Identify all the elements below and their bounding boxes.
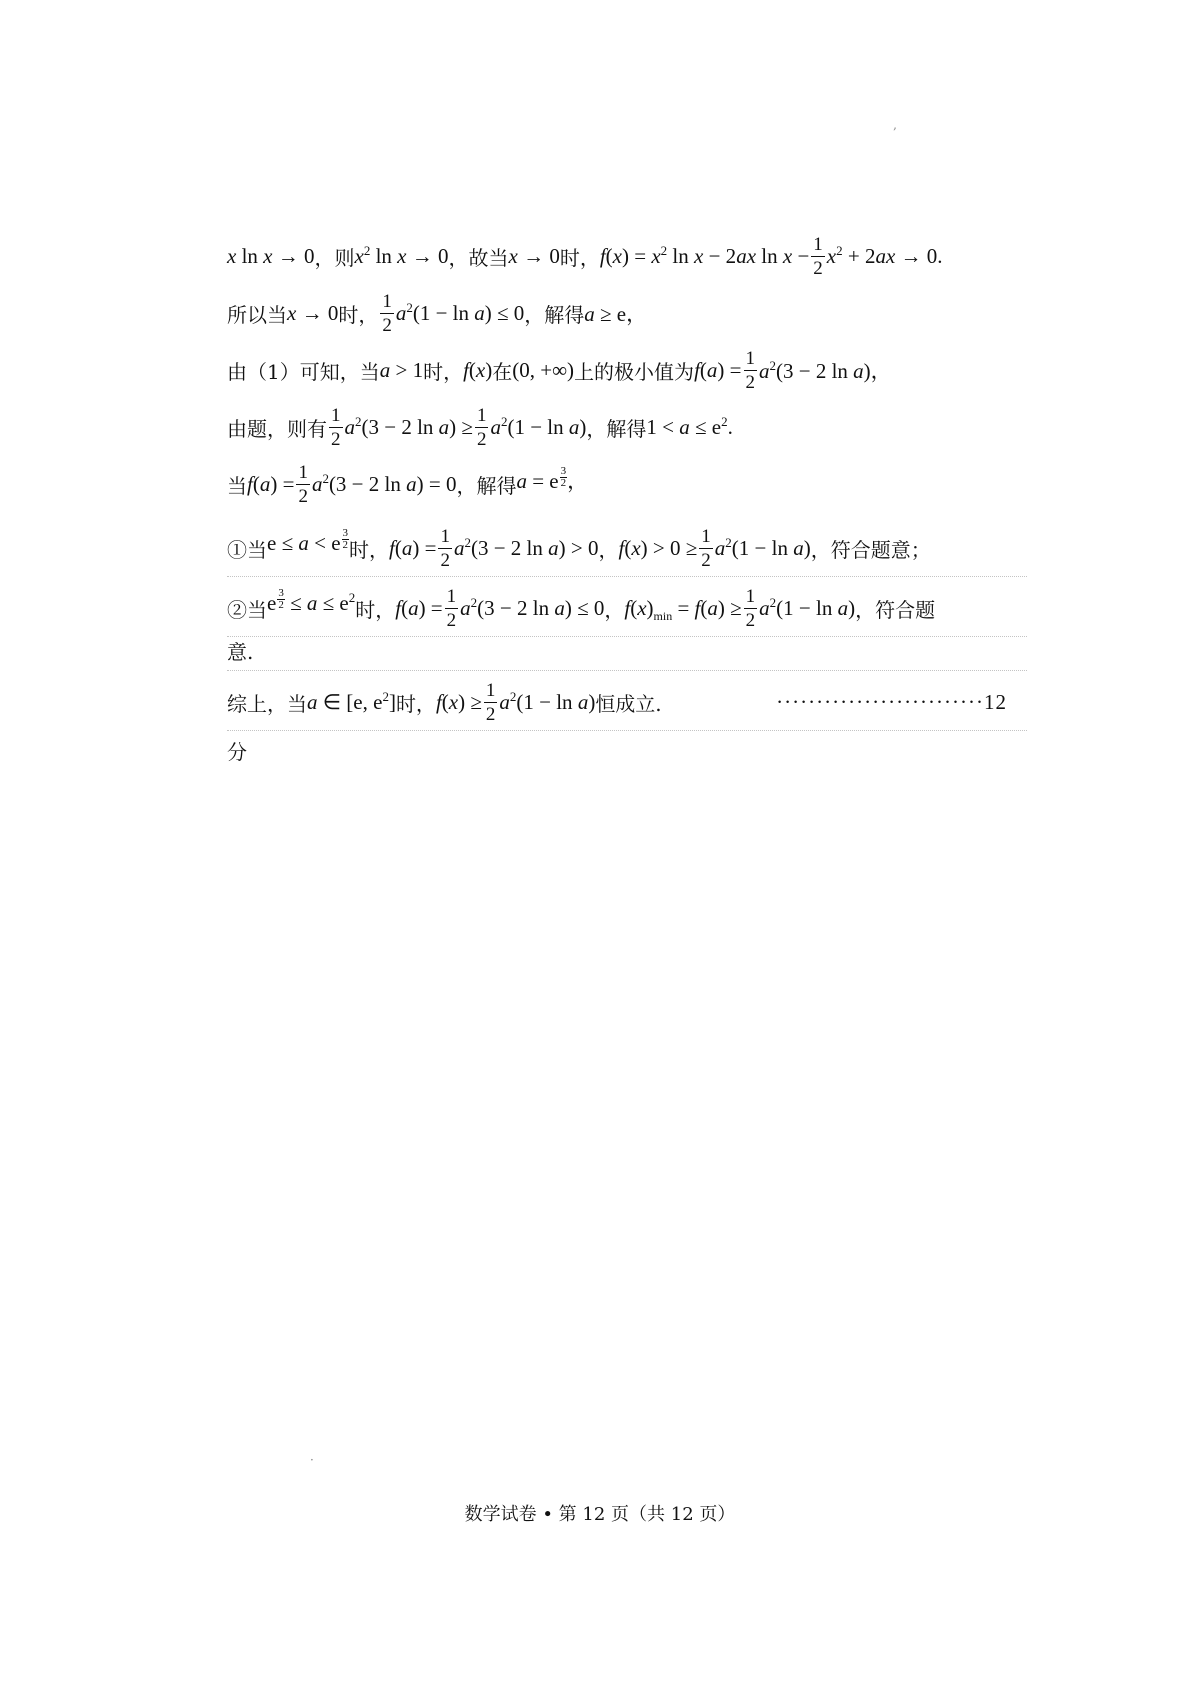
text-segment: ， [598, 537, 619, 562]
solution-line-3: 由（1）可知，当 a > 1 时， f(x) 在 (0, +∞) 上的极小值为 f(a) = $\frac{1}{2}$ $a^2(3 - 2$ ln a)， [227, 347, 892, 393]
text-segment: ，符合题 [855, 597, 936, 622]
text-segment: ，故当 [448, 245, 509, 270]
text-segment: 所以当 [227, 302, 287, 327]
scan-speck: · [310, 1453, 314, 1467]
text-segment: ，解得 [586, 416, 647, 441]
text-segment: 时， [559, 245, 600, 270]
page-footer: 数学试卷 • 第 12 页（共 12 页） [464, 1504, 736, 1525]
text-segment: ，符合题意； [810, 537, 931, 562]
text-segment: ， [604, 597, 625, 622]
text-segment: 分 [227, 739, 247, 764]
text-segment: 由（1）可知，当 [227, 359, 380, 384]
solution-line-8 [227, 630, 1027, 671]
text-segment: ，解得 [456, 473, 517, 498]
text-segment: 时， [355, 597, 396, 622]
text-segment: 时， [395, 691, 436, 716]
text-segment: ，则 [314, 245, 355, 270]
solution-line-4: 由题，则有 $\frac{1}{2}$ $a^2(3 - 2$ ln a) ≥ $\frac{1}{2}$ $a^2(1 - \ln a)$ ，解得 $1 < a \le e^2$. [227, 404, 733, 450]
text-segment: 意. [227, 639, 254, 664]
text-segment: 在 [492, 359, 513, 384]
text-segment: 由题，则有 [227, 416, 327, 441]
text-segment: 时， [349, 537, 390, 562]
score-leader: ··························12 [776, 689, 1007, 714]
text-segment: ，解得 [524, 302, 585, 327]
scan-speck: ‚ [893, 118, 897, 132]
solution-line-6: ①当 e ≤ a < e $\frac{3}{2}$ 时， f(a) = $\frac{1}{2}$ $a^2(3 - 2$ ln a) > 0 ， f(x) > 0 ≥ $\frac{1}{2}$ $a^2(1 - \ln a)$ ，符合题意； [227, 520, 1027, 577]
solution-line-1: x ln x → 0 ，则 $x^2$ ln x → 0 ，故当 x → 0 时， $f(x) = x^2$ ln x − 2ax ln x − $\frac{1}{2}$ $x^2 + 2ax \to 0$. [227, 233, 943, 279]
solution-line-5: 当 f(a) = $\frac{1}{2}$ $a^2(3 - 2$ ln a) = 0 ，解得 a = e $\frac{3}{2}$ ， [227, 461, 589, 507]
text-segment: 上的极小值为 [574, 359, 695, 384]
solution-line-10 [227, 728, 1027, 772]
text-segment: 当 [227, 473, 247, 498]
text-segment: 时， [338, 302, 379, 327]
text-segment: 恒成立. [595, 691, 662, 716]
text-segment: 时， [423, 359, 464, 384]
text-segment: 综上，当 [227, 691, 307, 716]
text-segment: ①当 [227, 537, 267, 562]
solution-line-7: ②当 e $\frac{3}{2}$ ≤ $a \le e^2$ 时， f(a) = $\frac{1}{2}$ $a^2(3 - 2$ ln a) ≤ 0 ， $f(x)_{min} = f(a)$ ≥ $\frac{1}{2}$ $a^2(1 - \ln a)$ ，符合题 [227, 580, 1027, 637]
solution-line-9: 综上，当 a ∈ [e, $e^2$] 时， f(x) ≥ $\frac{1}{2}$ $a^2(1 - \ln a)$ 恒成立. ··························12 [227, 674, 1027, 731]
text-segment: ②当 [227, 597, 267, 622]
solution-line-2: 所以当 x → 0 时， $\frac{1}{2}$ $a^2(1 - \ln a) \le 0$ ，解得 a ≥ e， [227, 290, 648, 336]
